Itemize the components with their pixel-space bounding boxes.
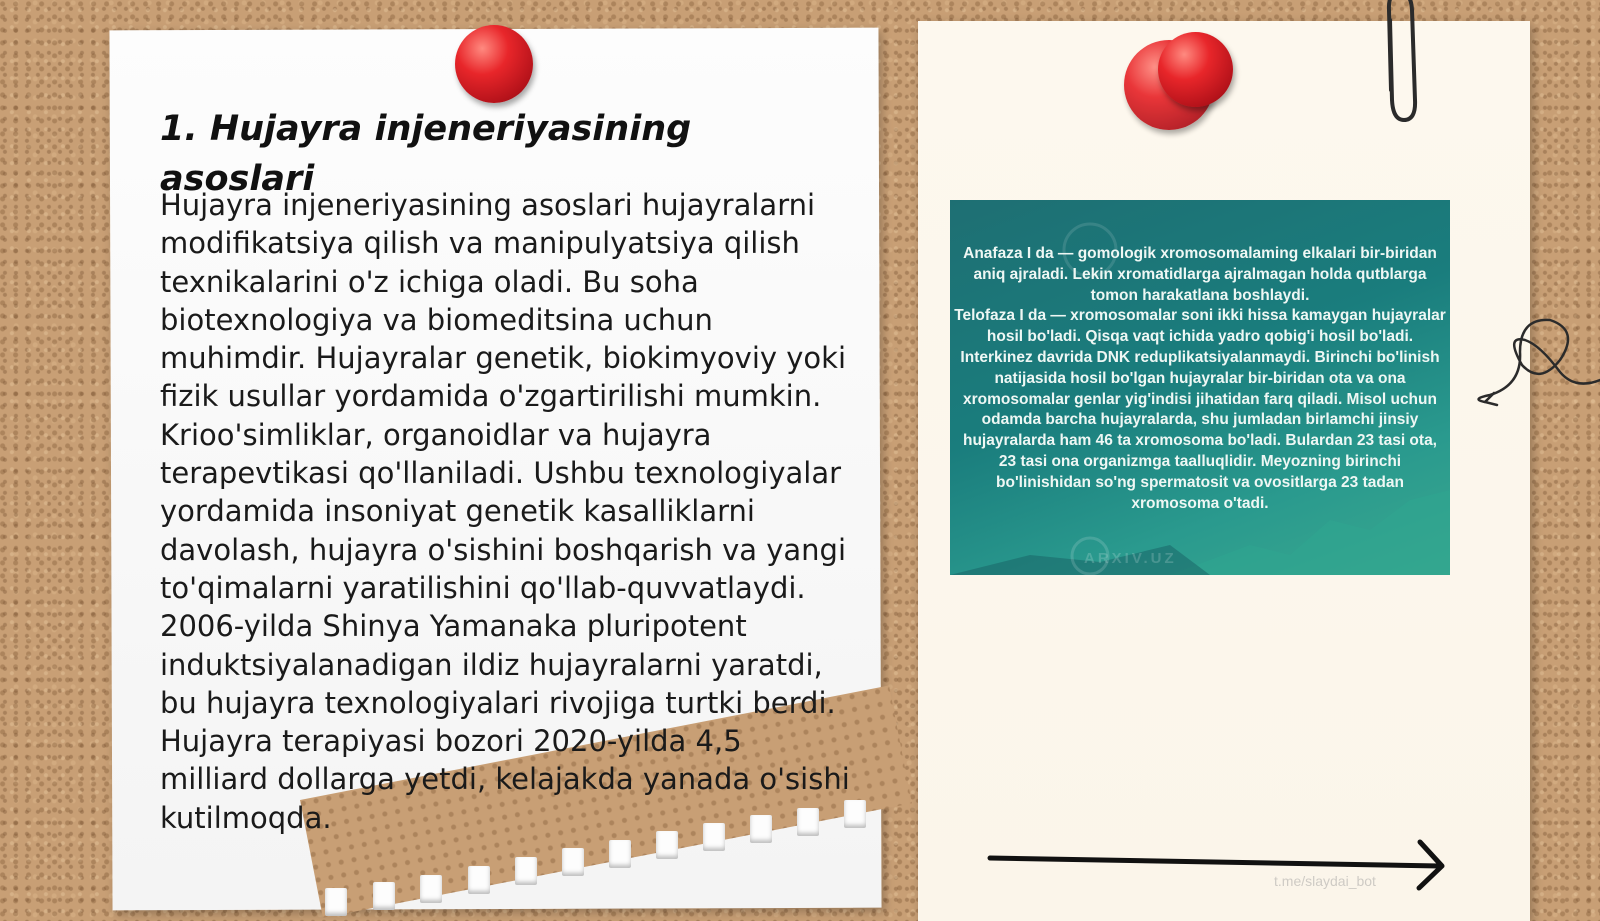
image-watermark: ARXIV.UZ [1084,550,1177,567]
footer-watermark: t.me/slaydai_bot [1274,873,1376,889]
section-heading: 1. Hujayra injeneriyasining asoslari [160,109,692,199]
body-paragraph: Hujayra injeneriyasining asoslari hujayralarni modifikatsiya qilish va manipulyatsiya qilish texnikalarini o'z ichiga oladi. Bu soha biotexnologiya va biomeditsina uchun muhimdir. Hujayralar genetik, biokimyoviy yoki fizik usullar yordamida o'zgartirilishi mumkin. Krioo'simliklar, organoidlar va hujayra terapevtikasi qo'llaniladi. Ushbu texnologiyalar yordamida insoniyat genetik kasalliklarni davolash, hujayra o'sishini boshqarish va yangi to'qimalarni yaratilishini qo'llab-quvvatlaydi. 2006-yilda Shinya Yamanaka pluripotent induktsiyalanadigan ildiz hujayralarni yaratdi, bu hujayra texnologiyalari rivojiga turtki berdi. Hujayra terapiyasi bozori 2020-yilda 4,5 milliard dollarga yetdi, kelajakda yanada o'sishi kutilmoqda. [160,188,850,835]
image-caption-text: Anafaza I da — gomologik xromosomalaming elkalari bir-biridan aniq ajraladi. Lekin xromatidlarga ajralmagan holda qutblarga tomon harakatlana boshlaydi. Telofaza I da — xromosomalar soni ikki hissa kamaygan hujayralar hosil bo'ladi. Qisqa vaqt ichida yadro qobig'i hosil bo'ladi. Interkinez davrida DNK reduplikatsiyalanmaydi. Birinchi bo'linish natijasida hosil bo'lgan hujayralar bir-biridan ota va ona xromosomalar genlar yig'indisi jihatidan farq qiladi. Misol uchun odamda barcha hujayralarda, shu jumladan birlamchi jinsiy hujayralarda ham 46 ta xromosoma bo'ladi. Bulardan 23 tasi ota, 23 tasi ona organizmga taalluqlidir. Meyozning birinchi bo'linishidan so'ng spermatosit va ovositlarga 23 tadan xromosoma o'tadi. [954,245,1446,512]
scribble-arrow-icon [1479,320,1600,405]
paper-clip-icon [1389,0,1415,120]
